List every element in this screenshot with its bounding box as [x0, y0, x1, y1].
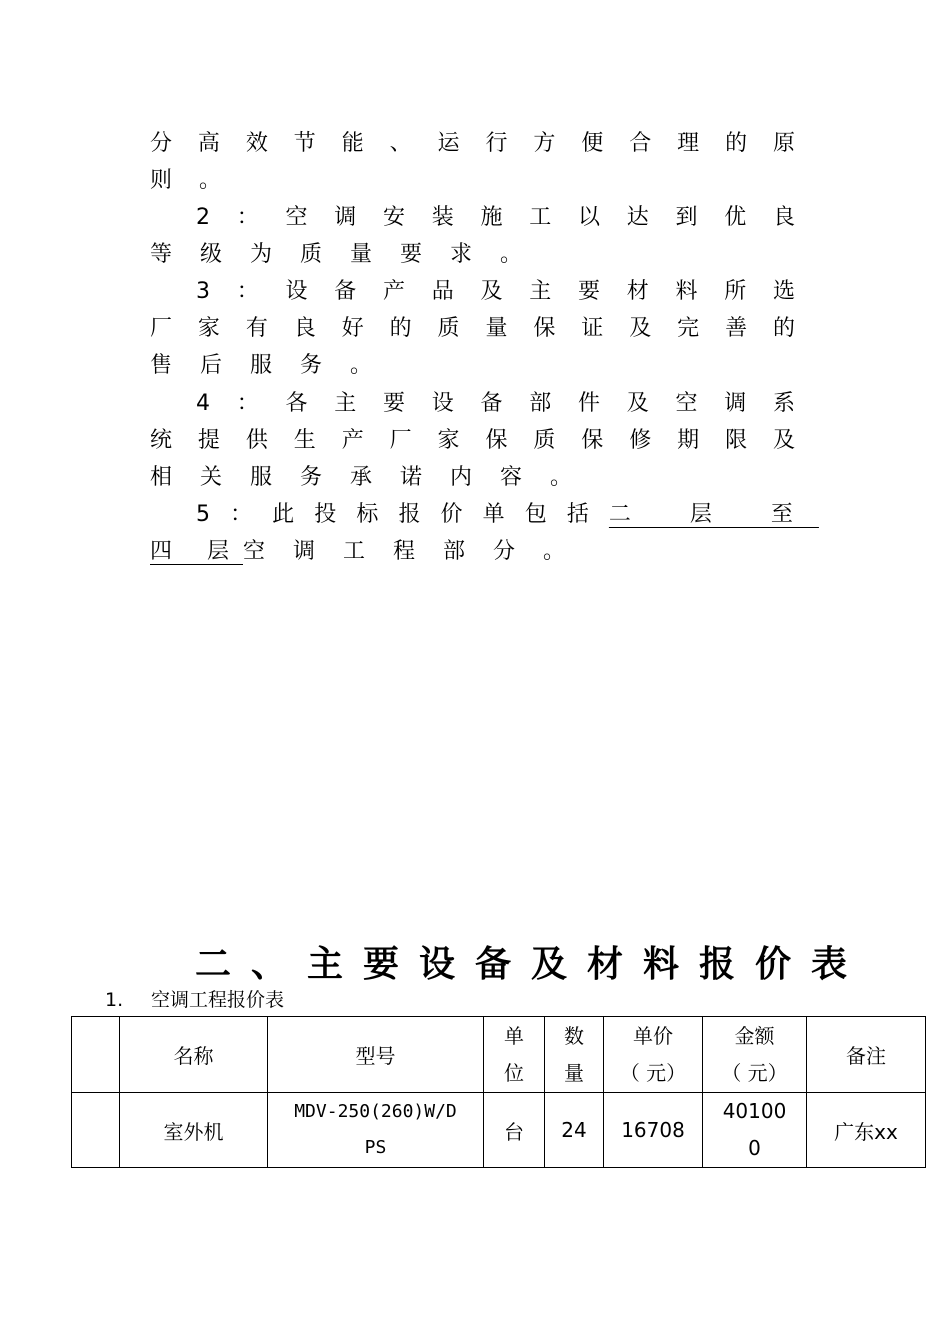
p1-line2: 则 。 — [150, 168, 231, 193]
char: 产 — [341, 428, 364, 453]
cell-model: MDV-250(260)W/D PS — [268, 1093, 484, 1168]
char: ： — [236, 205, 259, 230]
char: 价 — [440, 502, 463, 527]
char: 行 — [485, 131, 508, 156]
cell-name: 室外机 — [120, 1093, 268, 1168]
char: 5 — [196, 502, 210, 527]
char: 期 — [677, 428, 700, 453]
header-name: 名称 — [120, 1017, 268, 1093]
char: 家 — [437, 428, 460, 453]
char: 的 — [725, 131, 748, 156]
table-subtitle — [105, 985, 284, 1012]
header-remark: 备注 — [807, 1017, 926, 1093]
char: 部 — [529, 391, 552, 416]
p1-line1 — [150, 125, 795, 162]
char: 生 — [293, 428, 316, 453]
char: 量 — [485, 316, 508, 341]
char: 高 — [197, 131, 220, 156]
p5-line2 — [128, 533, 608, 570]
cell-unit: 台 — [484, 1093, 545, 1168]
char: 所 — [724, 279, 747, 304]
char: 设 — [431, 391, 454, 416]
p2-line2: 等 级 为 质 量 要 求 。 — [150, 242, 533, 267]
char: 选 — [772, 279, 795, 304]
char: 、 — [389, 131, 412, 156]
char: 备 — [480, 391, 503, 416]
cell-price: 16708 — [604, 1093, 703, 1168]
char: 良 — [293, 316, 316, 341]
p4-line1 — [196, 385, 795, 422]
char: 完 — [677, 316, 700, 341]
char: 空 — [675, 391, 698, 416]
char: 调 — [334, 205, 357, 230]
cell-remark: 广东xx — [807, 1093, 926, 1168]
char: 安 — [382, 205, 405, 230]
underlined-floors-end: 四 层 — [150, 539, 243, 564]
char: 各 — [285, 391, 308, 416]
header-amount: 金额 （ 元） — [703, 1017, 807, 1093]
char: 到 — [675, 205, 698, 230]
char: 备 — [334, 279, 357, 304]
char: 要 — [577, 279, 600, 304]
p3-line1 — [196, 273, 795, 310]
char: 善 — [725, 316, 748, 341]
char: 限 — [725, 428, 748, 453]
char: 良 — [772, 205, 795, 230]
char: ： — [236, 279, 259, 304]
char: 空 — [285, 205, 308, 230]
char: 包 — [524, 502, 547, 527]
char: 有 — [245, 316, 268, 341]
char: 及 — [480, 279, 503, 304]
header-qty: 数 量 — [545, 1017, 604, 1093]
char: 及 — [772, 428, 795, 453]
char: 保 — [485, 428, 508, 453]
table-header-row — [72, 1017, 926, 1093]
char: 方 — [533, 131, 556, 156]
underlined-floors-start: 二 层 至 — [608, 502, 819, 527]
char: ： — [230, 502, 253, 527]
char: 保 — [581, 428, 604, 453]
section-title: 二、主要设备及材料报价表 — [195, 944, 868, 985]
header-price: 单价 （ 元） — [604, 1017, 703, 1093]
char: 以 — [577, 205, 600, 230]
char: 及 — [626, 391, 649, 416]
p2-line1 — [196, 199, 795, 236]
char: 工 — [529, 205, 552, 230]
char: 的 — [389, 316, 412, 341]
header-model: 型号 — [268, 1017, 484, 1093]
char: 节 — [293, 131, 316, 156]
char: 设 — [285, 279, 308, 304]
char: 修 — [629, 428, 652, 453]
char: 质 — [533, 428, 556, 453]
char: 便 — [581, 131, 604, 156]
header-index — [72, 1017, 120, 1093]
char: 材 — [626, 279, 649, 304]
char: 品 — [431, 279, 454, 304]
char: 保 — [533, 316, 556, 341]
char: 效 — [245, 131, 268, 156]
char: 的 — [772, 316, 795, 341]
char: 证 — [581, 316, 604, 341]
char: 厂 — [150, 316, 173, 341]
char: 及 — [629, 316, 652, 341]
char: 达 — [626, 205, 649, 230]
char: 单 — [482, 502, 505, 527]
cell-qty: 24 — [545, 1093, 604, 1168]
char: 3 — [196, 279, 210, 304]
header-unit: 单 位 — [484, 1017, 545, 1093]
char: 施 — [480, 205, 503, 230]
char: 合 — [629, 131, 652, 156]
char: 统 — [150, 428, 173, 453]
char: 此 — [272, 502, 295, 527]
char: 运 — [437, 131, 460, 156]
char: 供 — [245, 428, 268, 453]
char: 装 — [431, 205, 454, 230]
char: 标 — [356, 502, 379, 527]
char: ： — [236, 391, 259, 416]
p5-line2-rest: 空 调 工 程 部 分 。 — [243, 539, 576, 564]
cell-amount: 40100 0 — [703, 1093, 807, 1168]
char: 调 — [724, 391, 747, 416]
subtitle-number: 1. — [105, 989, 124, 1011]
char: 4 — [196, 391, 210, 416]
char: 理 — [677, 131, 700, 156]
p4-line3: 相 关 服 务 承 诺 内 容 。 — [150, 465, 583, 490]
char: 系 — [772, 391, 795, 416]
p4-line2 — [150, 422, 795, 459]
p5-line1 — [196, 496, 819, 533]
char: 要 — [382, 391, 405, 416]
char: 原 — [772, 131, 795, 156]
quotation-table — [71, 1016, 926, 1168]
cell-index — [72, 1093, 120, 1168]
p3-line2 — [150, 310, 795, 347]
char: 主 — [529, 279, 552, 304]
char: 料 — [675, 279, 698, 304]
char: 括 — [566, 502, 589, 527]
char: 报 — [398, 502, 421, 527]
char: 能 — [341, 131, 364, 156]
char: 件 — [577, 391, 600, 416]
char: 投 — [314, 502, 337, 527]
p3-line3: 售 后 服 务 。 — [150, 353, 383, 378]
char: 产 — [382, 279, 405, 304]
char: 厂 — [389, 428, 412, 453]
table-row — [72, 1093, 926, 1168]
char: 2 — [196, 205, 210, 230]
char: 质 — [437, 316, 460, 341]
char: 主 — [334, 391, 357, 416]
char: 分 — [150, 131, 173, 156]
char: 提 — [197, 428, 220, 453]
char: 好 — [341, 316, 364, 341]
char: 优 — [724, 205, 747, 230]
subtitle-text: 空调工程报价表 — [151, 989, 285, 1011]
char: 家 — [197, 316, 220, 341]
